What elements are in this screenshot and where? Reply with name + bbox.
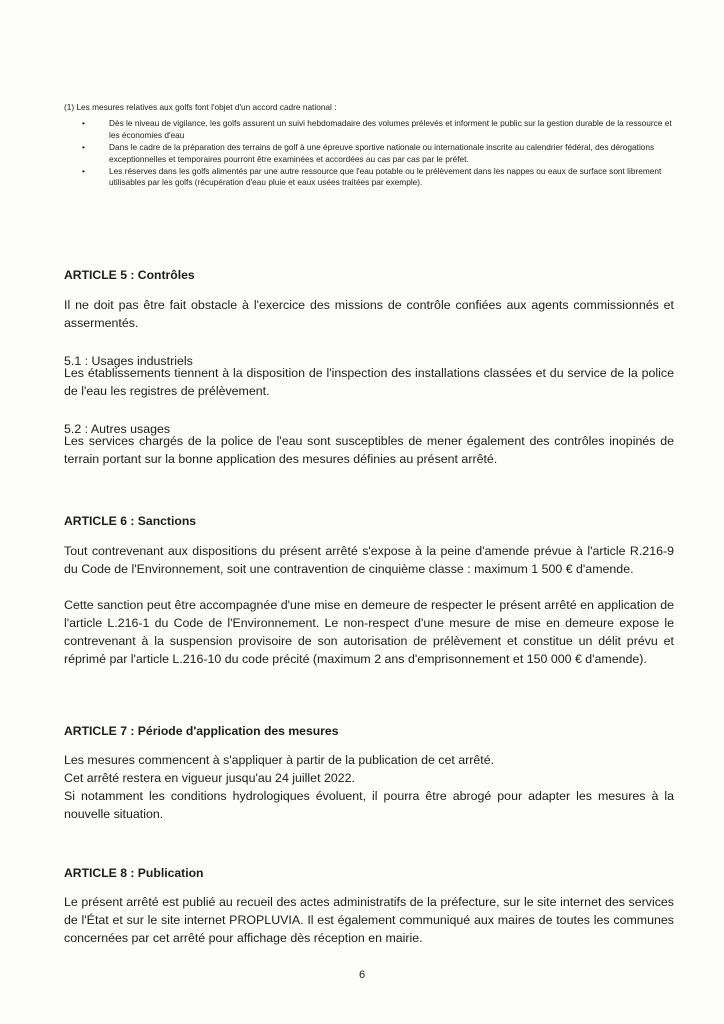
article-5-2-text: Les services chargés de la police de l'eau sont susceptibles de mener également des contrôles inopinés de terrain portant sur la bonne application des mesures définies au présent arrêté. [64,434,674,466]
article-6-paragraph-1: Tout contrevenant aux dispositions du présent arrêté s'expose à la peine d'amende prévue à l'article R.216-9 du Code de l'Environnement, soit une contravention de cinquième classe : maximum 1 500 € d'amende. [64,544,674,576]
article-7-line-1: Les mesures commencent à s'appliquer à partir de la publication de cet arrêté. [64,753,495,767]
article-5-1-text: Les établissements tiennent à la disposition de l'inspection des installations classées et du service de la police de l'eau les registres de prélèvement. [64,366,674,398]
article-8-text: Le présent arrêté est publié au recueil des actes administratifs de la préfecture, sur le site internet des services de l'État et sur le site internet PROPLUVIA. Il est également communiqué aux maires de toutes les communes concernées par cet arrêté pour affichage dès réception en mairie. [64,895,674,945]
article-8-title: ARTICLE 8 : Publication [64,866,204,880]
footnote-list [64,118,674,188]
article-5-2-title: 5.2 : Autres usages [64,422,171,436]
footnote-item: • Les réserves dans les golfs alimentés par une autre ressource que l'eau potable ou le prélèvement dans les nappes ou eaux de surface sont librement utilisables par les golfs (récupération d'eau pluie et eaux usées traitées par exemple). [82,166,662,188]
article-7-line-2: Cet arrêté restera en vigueur jusqu'au 24 juillet 2022. [64,771,355,785]
article-5-1-title: 5.1 : Usages industriels [64,354,193,368]
article-6-paragraph-2: Cette sanction peut être accompagnée d'une mise en demeure de respecter le présent arrêté en application de l'article L.216-1 du Code de l'Environnement. Le non-respect d'une mesure de mise en demeure expose le contrevenant à la suspension provisoire de son autorisation de prélèvement et constitue un délit prévu et réprimé par l'article L.216-10 du code précité (maximum 2 ans d'emprisonnement et 150 000 € d'amende). [64,598,674,666]
article-7-title: ARTICLE 7 : Période d'application des mesures [64,724,339,738]
article-7-line-3: Si notamment les conditions hydrologiques évoluent, il pourra être abrogé pour adapter les mesures à la nouvelle situation. [64,789,674,821]
article-6-title: ARTICLE 6 : Sanctions [64,514,197,528]
footnote-item: • Dès le niveau de vigilance, les golfs assurent un suivi hebdomadaire des volumes prélevés et informent le public sur la gestion durable de la ressource et les économies d'eau [82,118,672,140]
page-number: 6 [358,969,366,981]
article-5-intro: Il ne doit pas être fait obstacle à l'exercice des missions de contrôle confiées aux agents commissionnés et assermentés. [64,298,674,330]
bullet-icon: • [82,142,85,153]
bullet-icon: • [82,118,85,129]
article-5-title: ARTICLE 5 : Contrôles [64,268,195,282]
footnote-lead: (1) Les mesures relatives aux golfs font l'objet d'un accord cadre national : [64,102,337,112]
footnote-item: • Dans le cadre de la préparation des terrains de golf à une épreuve sportive nationale ou internationale inscrite au calendrier fédéral, des dérogations exceptionnelles et temporaires pourront être examinées et accordées au cas par cas par le préfet. [82,142,655,164]
golf-footnote [64,102,674,190]
bullet-icon: • [82,166,85,177]
